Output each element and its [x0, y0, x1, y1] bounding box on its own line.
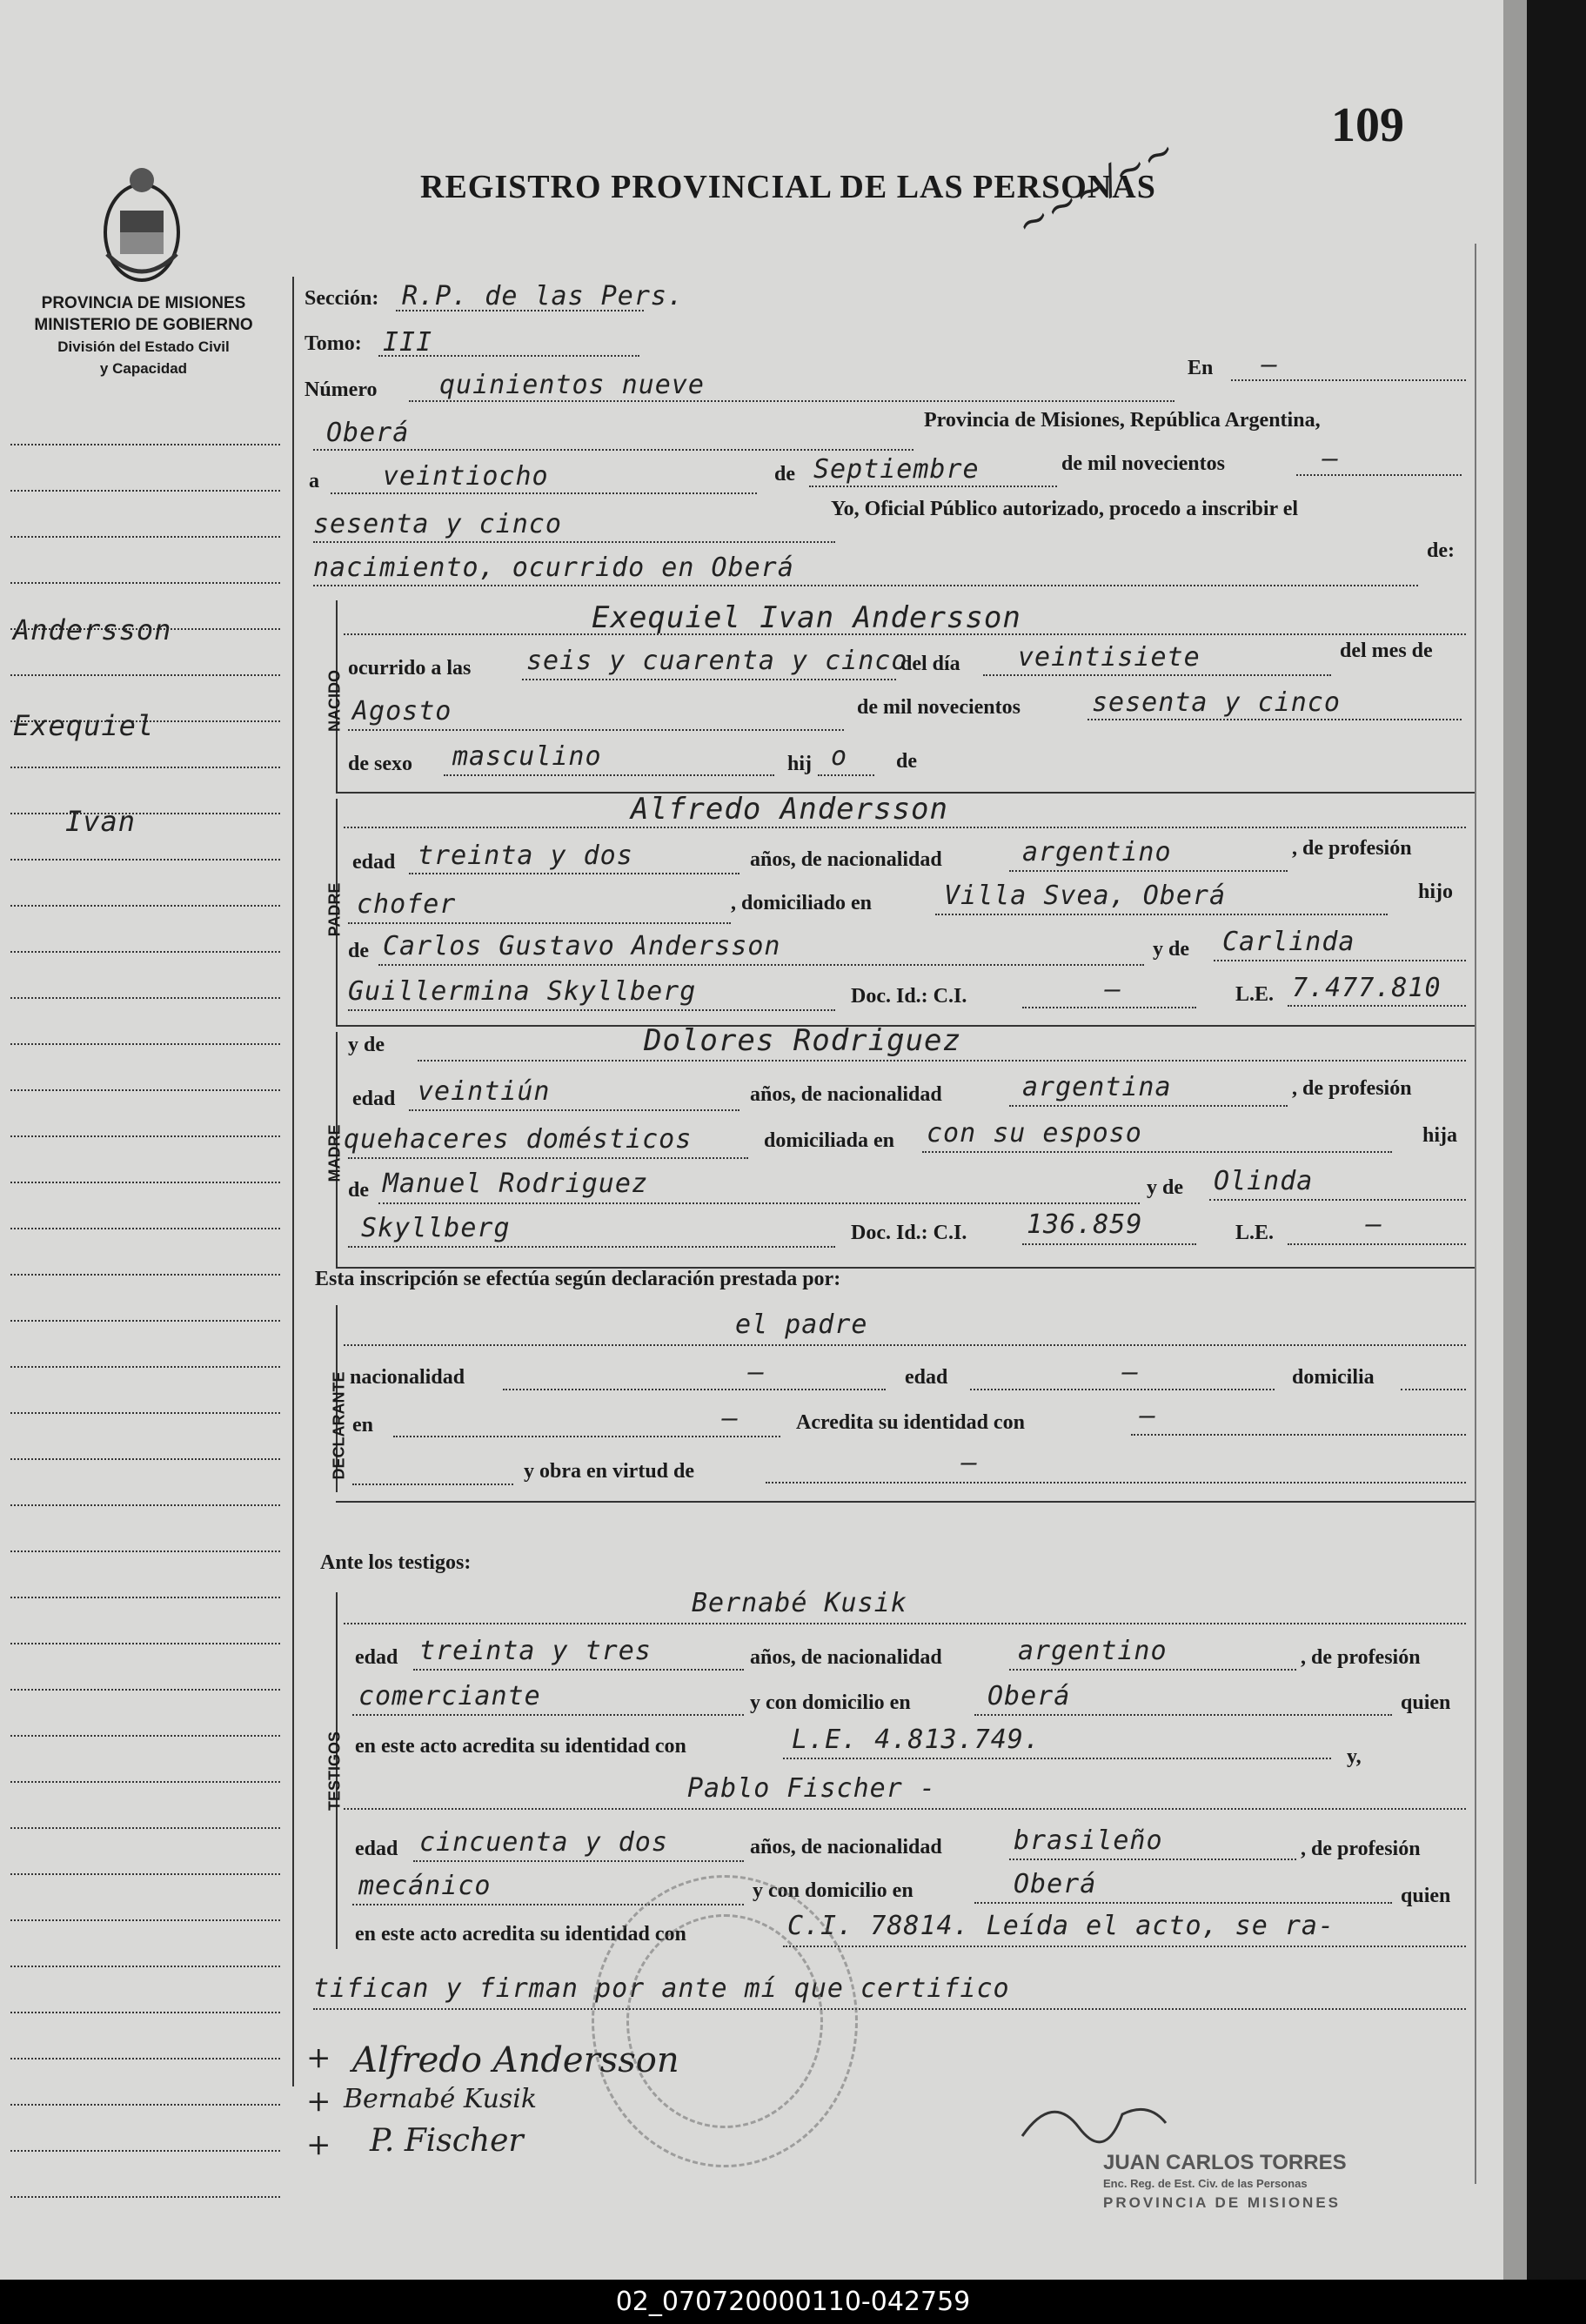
- testigo2-dom-value: Oberá: [1014, 1869, 1097, 1899]
- declarante-pre-obra-line: [352, 1483, 513, 1485]
- madre-nac-line: [1009, 1105, 1288, 1107]
- padre-section-label: PADRE: [325, 882, 344, 937]
- testigo2-nac-line: [1009, 1859, 1296, 1860]
- signature-mark-3: +: [306, 2127, 331, 2162]
- padre-dom-value: Villa Svea, Oberá: [944, 881, 1227, 911]
- del-dia-label: del día: [900, 653, 960, 675]
- signature-witness-2: P. Fischer: [370, 2123, 524, 2159]
- page-edge: [1503, 0, 1529, 2280]
- margin-rule: [10, 1689, 280, 1691]
- padre-y-de-label: y de: [1153, 938, 1189, 961]
- stamp-scribble: ~~~/~~: [1008, 127, 1183, 248]
- madre-edad-value: veintiún: [418, 1076, 551, 1107]
- padre-dom-line: [935, 914, 1388, 915]
- testigo2-doc-line: [783, 1946, 1466, 1947]
- padre-le-label: L.E.: [1235, 983, 1275, 1006]
- tomo-label: Tomo:: [304, 332, 362, 355]
- division-label: División del Estado Civil: [57, 338, 230, 355]
- madre-father-line: [378, 1202, 1140, 1204]
- padre-edad-line: [409, 873, 739, 874]
- place-line: [313, 449, 913, 451]
- madre-mother-line: [1209, 1199, 1466, 1201]
- margin-rule: [10, 997, 280, 999]
- margin-rule: [10, 767, 280, 768]
- margin-rule: [10, 582, 280, 584]
- yo-text: Yo, Oficial Público autorizado, procedo a inscribir el: [831, 498, 1299, 520]
- form-left-border: [292, 277, 294, 2086]
- year-dash: —: [1322, 444, 1340, 474]
- margin-rule: [10, 859, 280, 861]
- testigo2-nac-value: brasileño: [1014, 1825, 1163, 1856]
- madre-de-label: de: [348, 1179, 369, 1202]
- declarante-obra-value: —: [961, 1448, 979, 1478]
- testigo1-acredita-label: en este acto acredita su identidad con: [355, 1735, 686, 1758]
- year-value: sesenta y cinco: [313, 509, 562, 539]
- margin-second-name: Ivan: [65, 805, 137, 838]
- madre-mother-value: Olinda: [1214, 1166, 1314, 1196]
- testigo1-nac-value: argentino: [1018, 1636, 1168, 1666]
- declarante-obra-line: [766, 1482, 1466, 1483]
- hij-label: hij: [787, 753, 813, 775]
- tomo-value: III: [383, 327, 433, 358]
- event-line: [313, 585, 1418, 586]
- padre-doc-value: —: [1105, 974, 1122, 1005]
- right-margin-line: [1475, 244, 1476, 2184]
- declarante-acredita-line: [1131, 1434, 1466, 1436]
- de-label: de: [774, 463, 795, 486]
- padre-doc-label: Doc. Id.: C.I.: [851, 985, 967, 1008]
- margin-rule: [10, 1643, 280, 1644]
- padre-nac-label: años, de nacionalidad: [750, 848, 942, 871]
- testigo2-edad-label: edad: [355, 1838, 398, 1860]
- seccion-value: R.P. de las Pers.: [402, 281, 685, 311]
- declarante-edad-line: [970, 1389, 1275, 1390]
- madre-edad-line: [409, 1109, 739, 1111]
- office-header: [9, 292, 278, 379]
- declarante-edad-label: edad: [905, 1366, 948, 1389]
- anio-value: sesenta y cinco: [1092, 687, 1341, 718]
- madre-prof-line: [348, 1157, 748, 1159]
- margin-rule: [10, 1873, 280, 1875]
- margin-rule: [10, 1458, 280, 1460]
- margin-rule: [10, 1274, 280, 1276]
- testigo1-dom-label: y con domicilio en: [750, 1691, 911, 1714]
- en-value: —: [1261, 350, 1279, 380]
- closing-line: [313, 2008, 1466, 2010]
- signature-father: Alfredo Andersson: [352, 2040, 679, 2080]
- madre-doc-label: Doc. Id.: C.I.: [851, 1222, 967, 1244]
- sexo-value: masculino: [452, 741, 602, 772]
- declaracion-intro: Esta inscripción se efectúa según declaración prestada por:: [315, 1268, 841, 1290]
- padre-hijo-label: hijo: [1418, 881, 1454, 903]
- signature-mark-2: +: [306, 2084, 331, 2119]
- margin-rule: [10, 813, 280, 814]
- margin-rule: [10, 490, 280, 492]
- declarante-divider: [336, 1501, 1476, 1503]
- testigo2-dom-line: [974, 1902, 1392, 1904]
- testigo1-y-label: y,: [1347, 1745, 1362, 1768]
- declarante-edad-value: —: [1122, 1357, 1140, 1388]
- testigo1-doc-value: L.E. 4.813.749.: [792, 1725, 1041, 1755]
- madre-y-de-label: y de: [348, 1034, 385, 1056]
- declarante-dom-label: domicilia: [1292, 1366, 1375, 1389]
- margin-rule: [10, 1412, 280, 1414]
- madre-dom-value: con su esposo: [927, 1118, 1142, 1149]
- declarante-acredita-label: Acredita su identidad con: [796, 1411, 1025, 1434]
- madre-name-line: [418, 1060, 1466, 1062]
- ministry-label: MINISTERIO DE GOBIERNO: [34, 316, 253, 334]
- padre-prof-value: chofer: [357, 889, 457, 920]
- madre-name: Dolores Rodriguez: [644, 1023, 961, 1058]
- testigo2-prof-value: mecánico: [358, 1871, 492, 1901]
- madre-nac-value: argentina: [1022, 1072, 1172, 1102]
- hij-value: o: [831, 741, 848, 772]
- hij-line: [818, 774, 874, 776]
- a-label: a: [309, 470, 319, 492]
- testigo2-nac-label: años, de nacionalidad: [750, 1836, 942, 1859]
- testigo1-name: Bernabé Kusik: [692, 1588, 907, 1618]
- official-name-stamp: JUAN CARLOS TORRES: [1103, 2151, 1347, 2174]
- day-line: [331, 492, 757, 494]
- madre-edad-label: edad: [352, 1088, 396, 1110]
- declarante-nac-label: nacionalidad: [350, 1366, 465, 1389]
- margin-first-name: Exequiel: [13, 709, 155, 742]
- testigo2-edad-line: [413, 1860, 744, 1862]
- margin-rule: [10, 1735, 280, 1737]
- padre-father-value: Carlos Gustavo Andersson: [383, 931, 781, 961]
- coat-of-arms-emblem: [94, 158, 190, 289]
- madre-le-label: L.E.: [1235, 1222, 1275, 1244]
- padre-de-label: de: [348, 940, 369, 962]
- madre-le-line: [1288, 1243, 1466, 1245]
- padre-mother-value: Carlinda: [1222, 927, 1355, 957]
- de-colon-label: de:: [1427, 539, 1455, 562]
- declarante-en-line: [393, 1436, 780, 1437]
- testigo1-quien-label: quien: [1401, 1691, 1451, 1714]
- numero-value: quinientos nueve: [439, 370, 705, 400]
- testigos-section-label: TESTIGOS: [325, 1731, 344, 1812]
- margin-rule: [10, 1827, 280, 1829]
- dia-line: [983, 674, 1331, 676]
- sexo-label: de sexo: [348, 753, 412, 775]
- margin-rule: [10, 905, 280, 907]
- declarante-name-line: [344, 1344, 1466, 1346]
- margin-rule: [10, 2150, 280, 2152]
- margin-rule: [10, 951, 280, 953]
- margin-rule: [10, 2012, 280, 2013]
- madre-dom-label: domiciliada en: [764, 1129, 895, 1152]
- year-line: [313, 541, 835, 543]
- declarante-obra-label: y obra en virtud de: [524, 1460, 695, 1483]
- time-value: seis y cuarenta y cinco: [526, 646, 908, 676]
- year-prefix: de mil novecientos: [1061, 452, 1225, 475]
- testigo2-quien-label: quien: [1401, 1885, 1451, 1907]
- declarante-nac-line: [503, 1389, 886, 1390]
- margin-rule: [10, 1320, 280, 1322]
- madre-prof-value: quehaceres domésticos: [344, 1124, 693, 1155]
- margin-rule: [10, 1043, 280, 1045]
- padre-doc-line: [1022, 1007, 1196, 1008]
- margin-rule: [10, 536, 280, 538]
- margin-rule: [10, 444, 280, 445]
- margin-rule: [10, 2058, 280, 2059]
- madre-mother2-line: [348, 1246, 835, 1248]
- padre-dom-label: , domiciliado en: [731, 892, 873, 914]
- testigo1-edad-label: edad: [355, 1646, 398, 1669]
- seccion-label: Sección:: [304, 287, 379, 310]
- madre-prof-label: , de profesión: [1292, 1077, 1412, 1100]
- official-seal-inner: [626, 1914, 823, 2128]
- sexo-line: [444, 774, 774, 776]
- declarante-en-label: en: [352, 1414, 373, 1437]
- declarante-nac-value: —: [748, 1357, 766, 1388]
- padre-nac-value: argentino: [1022, 837, 1172, 867]
- padre-name-line: [344, 827, 1466, 828]
- testigo1-nac-line: [1009, 1669, 1296, 1671]
- margin-rule: [10, 1597, 280, 1598]
- declarante-en-value: —: [722, 1403, 739, 1434]
- madre-father-value: Manuel Rodriguez: [383, 1169, 648, 1199]
- official-signature-scribble: [1018, 2084, 1174, 2153]
- padre-mother2-line: [348, 1009, 835, 1011]
- book-binding: [1527, 0, 1586, 2280]
- padre-name: Alfredo Andersson: [631, 792, 948, 827]
- margin-surname: Andersson: [13, 613, 172, 646]
- padre-mother-value-2: Guillermina Skyllberg: [348, 976, 697, 1007]
- testigo1-dom-line: [974, 1714, 1392, 1716]
- event-value: nacimiento, ocurrido en Oberá: [313, 553, 794, 583]
- padre-edad-value: treinta y dos: [418, 841, 633, 871]
- padre-mother-line: [1214, 960, 1466, 961]
- closing-text: tifican y firman por ante mí que certifico: [313, 1973, 1010, 2004]
- margin-rule: [10, 1089, 280, 1091]
- margin-rule: [10, 1966, 280, 1967]
- declarante-section-label: DECLARANTE: [330, 1371, 348, 1480]
- madre-mother-value-2: Skyllberg: [361, 1213, 511, 1243]
- madre-section-label: MADRE: [325, 1124, 344, 1182]
- padre-prof-label: , de profesión: [1292, 837, 1412, 860]
- testigo2-dom-label: y con domicilio en: [753, 1879, 913, 1902]
- official-title-stamp: Enc. Reg. de Est. Civ. de las Personas: [1103, 2177, 1308, 2190]
- province-text: Provincia de Misiones, República Argentina,: [924, 409, 1321, 432]
- padre-edad-label: edad: [352, 851, 396, 874]
- margin-rule: [10, 1366, 280, 1368]
- margin-rule: [10, 1182, 280, 1183]
- margin-rule: [10, 2196, 280, 2198]
- declarante-dom-line: [1401, 1389, 1466, 1390]
- madre-y-de2-label: y de: [1147, 1176, 1183, 1199]
- nacido-section-label: NACIDO: [325, 670, 344, 732]
- month-value: Septiembre: [813, 454, 980, 485]
- nacido-name: Exequiel Ivan Andersson: [592, 600, 1021, 635]
- padre-prof-line: [348, 922, 731, 924]
- testigo2-name: Pablo Fischer -: [687, 1773, 936, 1804]
- del-mes-label: del mes de: [1340, 640, 1433, 662]
- mil-label: de mil novecientos: [857, 696, 1021, 719]
- declarante-name: el padre: [735, 1309, 868, 1340]
- margin-rule: [10, 1919, 280, 1921]
- declarante-acredita-value: —: [1140, 1401, 1157, 1431]
- month-line: [809, 486, 1057, 487]
- margin-rule: [10, 1550, 280, 1552]
- testigo1-edad-line: [413, 1669, 744, 1671]
- margin-rule: [10, 1504, 280, 1506]
- testigo1-edad-value: treinta y tres: [419, 1636, 652, 1666]
- margin-rule: [10, 2104, 280, 2106]
- nacido-de-label: de: [896, 750, 917, 773]
- dia-value: veintisiete: [1018, 642, 1201, 673]
- mes-line: [348, 729, 844, 731]
- numero-line: [409, 400, 1174, 402]
- margin-rule: [10, 674, 280, 676]
- testigo1-nac-label: años, de nacionalidad: [750, 1646, 942, 1669]
- province-label: PROVINCIA DE MISIONES: [41, 294, 246, 312]
- day-value: veintiocho: [383, 461, 549, 492]
- testigo2-edad-value: cincuenta y dos: [419, 1827, 668, 1858]
- testigo2-prof-label: , de profesión: [1301, 1838, 1421, 1860]
- madre-le-value: —: [1366, 1209, 1383, 1240]
- madre-doc-value: 136.859: [1027, 1209, 1143, 1240]
- margin-rule: [10, 1135, 280, 1137]
- madre-hija-label: hija: [1422, 1124, 1458, 1147]
- madre-dom-line: [922, 1151, 1392, 1153]
- page-title: REGISTRO PROVINCIAL DE LAS PERSONAS: [420, 169, 1156, 205]
- testigo1-dom-value: Oberá: [987, 1681, 1071, 1711]
- madre-nac-label: años, de nacionalidad: [750, 1083, 942, 1106]
- folio-number: 109: [1331, 98, 1404, 152]
- testigo2-doc-value: C.I. 78814. Leída el acto, se ra-: [787, 1911, 1335, 1941]
- place-value: Oberá: [326, 418, 410, 448]
- signature-mark-1: +: [306, 2040, 331, 2075]
- padre-nac-line: [1009, 870, 1288, 872]
- ocurrido-label: ocurrido a las: [348, 657, 472, 680]
- anio-line: [1087, 719, 1462, 720]
- padre-le-value: 7.477.810: [1292, 973, 1442, 1003]
- testigo1-prof-value: comerciante: [358, 1681, 541, 1711]
- en-label: En: [1188, 357, 1214, 379]
- year-dash-line: [1296, 474, 1462, 476]
- official-province-stamp: PROVINCIA DE MISIONES: [1103, 2194, 1342, 2211]
- mes-value: Agosto: [352, 696, 452, 727]
- testigos-intro: Ante los testigos:: [320, 1551, 472, 1574]
- margin-rule: [10, 1228, 280, 1229]
- time-line: [522, 679, 896, 680]
- testigo1-name-line: [344, 1623, 1466, 1624]
- padre-father-line: [378, 964, 1144, 966]
- division-label-2: y Capacidad: [99, 360, 188, 377]
- madre-doc-line: [1022, 1243, 1196, 1245]
- margin-rule: [10, 1781, 280, 1783]
- testigo1-prof-label: , de profesión: [1301, 1646, 1421, 1669]
- testigo1-doc-line: [783, 1758, 1331, 1759]
- scan-id-footer: 02_070720000110-042759: [0, 2280, 1586, 2324]
- numero-label: Número: [304, 378, 378, 401]
- padre-le-line: [1288, 1005, 1466, 1007]
- testigo1-prof-line: [352, 1714, 744, 1716]
- testigo2-name-line: [344, 1808, 1466, 1810]
- testigo2-acredita-label: en este acto acredita su identidad con: [355, 1923, 686, 1946]
- signature-witness-1: Bernabé Kusik: [344, 2084, 538, 2114]
